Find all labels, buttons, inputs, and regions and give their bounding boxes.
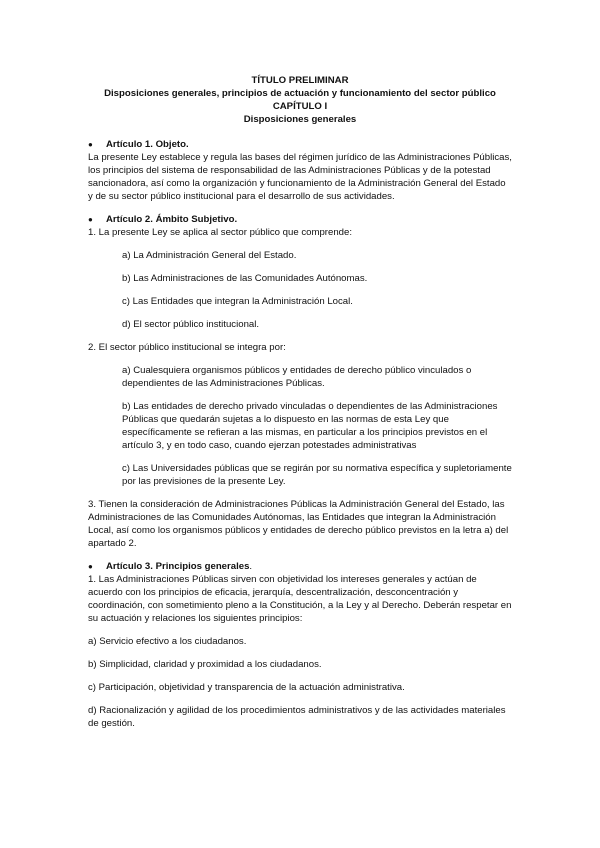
- subtitle: Disposiciones generales, principios de actuación y funcionamiento del sector público: [104, 88, 496, 99]
- list-item: d) Racionalización y agilidad de los procedimientos administrativos y de las actividades materiales de gestión.: [88, 705, 506, 729]
- list-item: a) Cualesquiera organismos públicos y entidades de derecho público vinculados o dependientes de las Administraciones Públicas.: [122, 365, 472, 389]
- list-item: c) Las Entidades que integran la Administración Local.: [122, 296, 353, 307]
- article-1: [88, 138, 512, 203]
- article-3-title-suffix: .: [249, 561, 253, 572]
- bullet-icon: ●: [88, 562, 93, 571]
- article-1-body: La presente Ley establece y regula las bases del régimen jurídico de las Administraciones Públicas, los principios del sistema de responsabilidad de las Administraciones Públicas y de la potestad sancionadora, así como la organización y funcionamiento de la Administración General del Estado y de su sector público institucional para el desarrollo de sus actividades.: [88, 152, 512, 202]
- article-2-paragraph-2: 2. El sector público institucional se integra por:: [88, 342, 286, 353]
- article-3-title: Artículo 3. Principios generales: [106, 561, 250, 572]
- list-item: b) Simplicidad, claridad y proximidad a los ciudadanos.: [88, 659, 322, 670]
- list-item: c) Las Universidades públicas que se regirán por su normativa específica y supletoriamente por las previsiones de la presente Ley.: [122, 463, 512, 487]
- list-item: a) La Administración General del Estado.: [122, 250, 297, 261]
- list-item: c) Participación, objetividad y transparencia de la actuación administrativa.: [88, 682, 405, 693]
- title: TÍTULO PRELIMINAR: [251, 75, 349, 86]
- list-item: a) Servicio efectivo a los ciudadanos.: [88, 636, 247, 647]
- article-3-paragraph-1: 1. Las Administraciones Públicas sirven con objetividad los intereses generales y actúan de acuerdo con los principios de eficacia, jerarquía, descentralización, desconcentración y coordinación, con sometimiento pleno a la Constitución, a la Ley y al Derecho. Deberán respetar en su actuación y relaciones los siguientes principios:: [88, 574, 512, 624]
- article-2-paragraph-3: 3. Tienen la consideración de Administraciones Públicas la Administración General del Estado, las Administraciones de las Comunidades Autónomas, las Entidades que integran la Administración Local, así como los organismos públicos y entidades de derecho público previstos en la letra a) del apartado 2.: [88, 499, 509, 549]
- article-2: [88, 213, 512, 550]
- chapter: CAPÍTULO I: [272, 101, 328, 112]
- list-item: b) Las Administraciones de las Comunidades Autónomas.: [122, 273, 368, 284]
- list-item: d) El sector público institucional.: [122, 319, 260, 330]
- bullet-icon: ●: [88, 215, 93, 224]
- bullet-icon: ●: [88, 140, 93, 149]
- article-2-heading: [88, 213, 512, 226]
- article-1-heading: [88, 138, 512, 151]
- article-3-heading: [88, 560, 512, 573]
- article-3: [88, 560, 512, 730]
- document-content: [88, 74, 512, 730]
- article-1-title: Artículo 1. Objeto.: [106, 139, 189, 150]
- chapter-title: Disposiciones generales: [243, 114, 357, 125]
- article-2-paragraph-1: 1. La presente Ley se aplica al sector público que comprende:: [88, 227, 352, 238]
- list-item: b) Las entidades de derecho privado vinculadas o dependientes de las Administraciones Públicas que quedarán sujetas a lo dispuesto en las normas de esta Ley que específicamente se refieran a las mismas, en particular a los principios previstos en el artículo 3, y en todo caso, cuando ejerzan potestades administrativas: [122, 401, 498, 451]
- title-block: [88, 74, 512, 126]
- article-2-title: Artículo 2. Ámbito Subjetivo.: [106, 214, 238, 225]
